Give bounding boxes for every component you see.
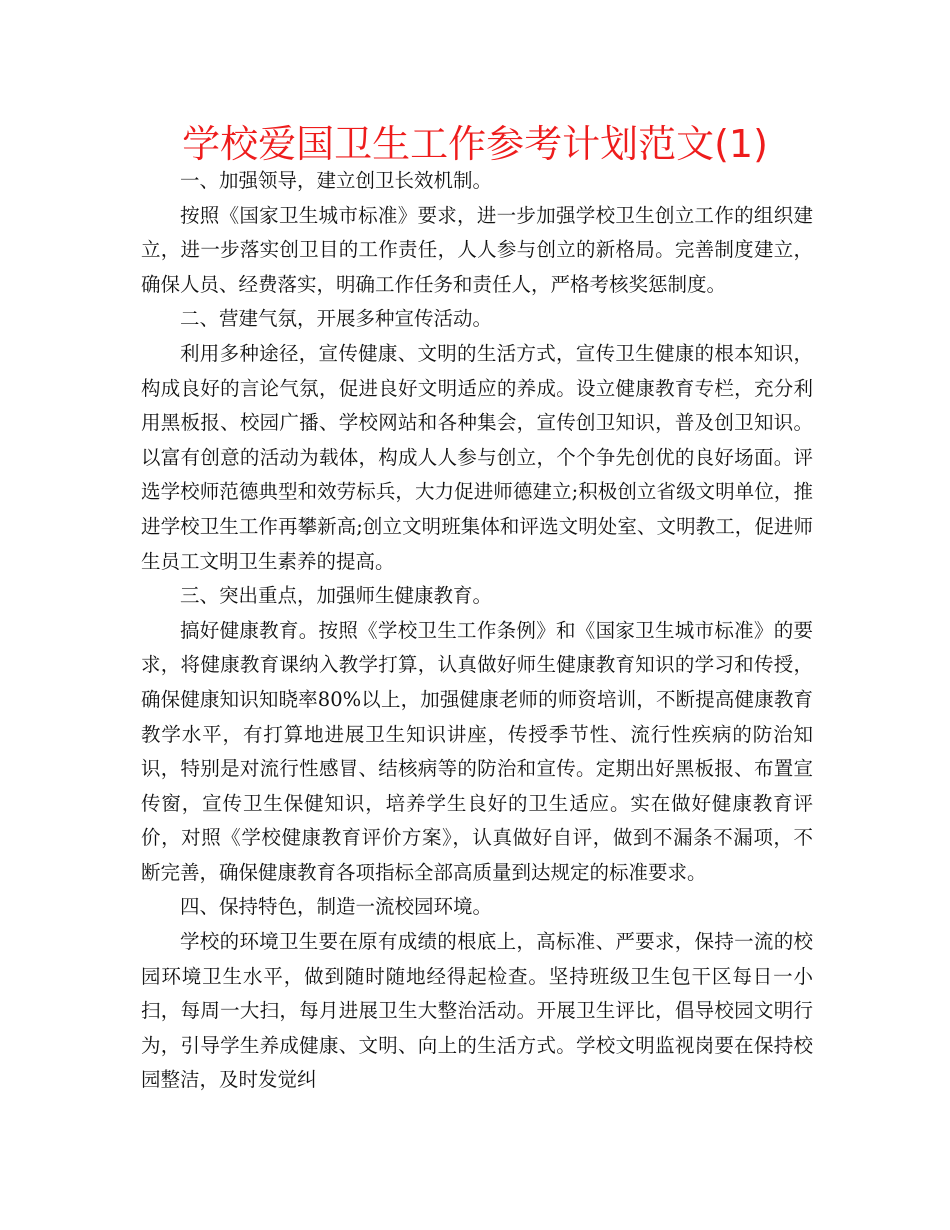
document-title: 学校爱国卫生工作参考计划范文(1) [182, 122, 768, 166]
section-heading: 三、突出重点，加强师生健康教育。 [180, 584, 493, 608]
section-paragraph: 搞好健康教育。按照《学校卫生工作条例》和《国家卫生城市标准》的要求，将健康教育课纳入教学打算，认真做好师生健康教育知识的学习和传授，确保健康知识知晓率80%以上，加强健康老师的师资培训，不断提高健康教育教学水平，有打算地进展卫生知识讲座，传授季节性、流行性疾病的防治知识，特别是对流行性感冒、结核病等的防治和宣传。定期出好黑板报、布置宣传窗，宣传卫生保健知识，培养学生良好的卫生适应。实在做好健康教育评价，对照《学校健康教育评价方案》，认真做好自评，做到不漏条不漏项，不断完善，确保健康教育各项指标全部高质量到达规定的标准要求。 [141, 618, 813, 884]
section-paragraph: 利用多种途径，宣传健康、文明的生活方式，宣传卫生健康的根本知识，构成良好的言论气氛，促进良好文明适应的养成。设立健康教育专栏，充分利用黑板报、校园广播、学校网站和各种集会，宣传创卫知识，普及创卫知识。以富有创意的活动为载体，构成人人参与创立，个个争先创优的良好场面。评选学校师范德典型和效劳标兵，大力促进师德建立;积极创立省级文明单位，推进学校卫生工作再攀新高;创立文明班集体和评选文明处室、文明教工，促进师生员工文明卫生素养的提高。 [141, 341, 813, 573]
section-heading: 四、保持特色，制造一流校园环境。 [180, 895, 493, 919]
section-paragraph: 学校的环境卫生要在原有成绩的根底上，高标准、严要求，保持一流的校园环境卫生水平，做到随时随地经得起检查。坚持班级卫生包干区每日一小扫，每周一大扫，每月进展卫生大整治活动。开展卫生评比，倡导校园文明行为，引导学生养成健康、文明、向上的生活方式。学校文明监视岗要在保持校园整洁，及时发觉纠 [141, 930, 813, 1092]
section-heading: 一、加强领导，建立创卫长效机制。 [180, 169, 493, 192]
document-body [141, 164, 813, 1098]
section-heading: 二、营建气氛，开展多种宣传活动。 [180, 307, 493, 331]
section-paragraph: 按照《国家卫生城市标准》要求，进一步加强学校卫生创立工作的组织建立，进一步落实创卫目的工作责任，人人参与创立的新格局。完善制度建立，确保人员、经费落实，明确工作任务和责任人，严格考核奖惩制度。 [141, 203, 813, 296]
